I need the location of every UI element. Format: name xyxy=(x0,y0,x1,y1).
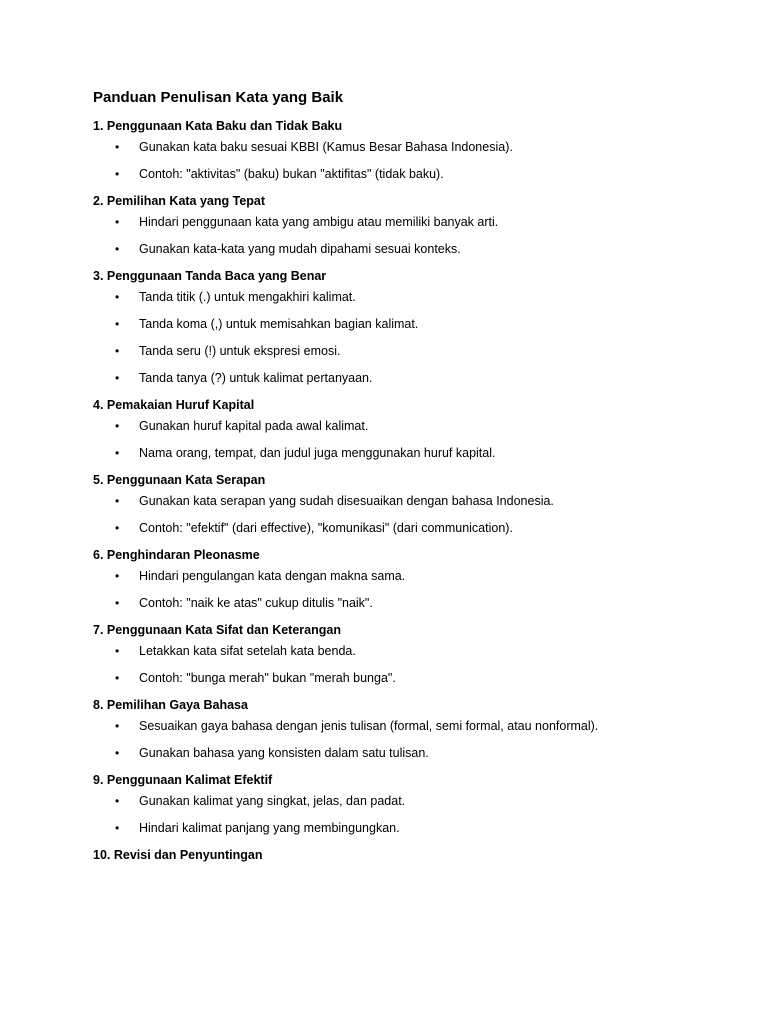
list-item xyxy=(93,214,708,231)
section-heading: 8. Pemilihan Gaya Bahasa xyxy=(93,698,248,712)
list-item xyxy=(93,241,708,258)
list-item-text: Nama orang, tempat, dan judul juga menggunakan huruf kapital. xyxy=(139,446,496,460)
bullet-icon: • xyxy=(115,140,120,154)
bullet-icon: • xyxy=(115,494,120,508)
section xyxy=(93,547,708,612)
bullet-list xyxy=(93,568,708,612)
bullet-icon: • xyxy=(115,746,120,760)
section xyxy=(93,268,708,387)
list-item-text: Gunakan kata-kata yang mudah dipahami sesuai konteks. xyxy=(139,242,461,256)
list-item xyxy=(93,595,708,612)
list-item-text: Gunakan bahasa yang konsisten dalam satu tulisan. xyxy=(139,746,429,760)
list-item xyxy=(93,568,708,585)
list-item-text: Tanda tanya (?) untuk kalimat pertanyaan. xyxy=(139,371,373,385)
list-item xyxy=(93,418,708,435)
bullet-list xyxy=(93,418,708,462)
list-item xyxy=(93,670,708,687)
list-item-text: Gunakan kata serapan yang sudah disesuaikan dengan bahasa Indonesia. xyxy=(139,494,554,508)
bullet-icon: • xyxy=(115,521,120,535)
bullet-icon: • xyxy=(115,446,120,460)
list-item xyxy=(93,166,708,183)
bullet-icon: • xyxy=(115,344,120,358)
section-heading: 1. Penggunaan Kata Baku dan Tidak Baku xyxy=(93,119,343,133)
list-item xyxy=(93,493,708,510)
list-item-text: Contoh: "efektif" (dari effective), "komunikasi" (dari communication). xyxy=(139,521,513,535)
section xyxy=(93,118,708,183)
document-title: Panduan Penulisan Kata yang Baik xyxy=(93,89,344,106)
list-item xyxy=(93,316,708,333)
list-item xyxy=(93,793,708,810)
section-heading: 9. Penggunaan Kalimat Efektif xyxy=(93,773,273,787)
list-item xyxy=(93,745,708,762)
bullet-icon: • xyxy=(115,317,120,331)
section-heading: 2. Pemilihan Kata yang Tepat xyxy=(93,194,266,208)
list-item-text: Contoh: "aktivitas" (baku) bukan "aktifitas" (tidak baku). xyxy=(139,167,444,181)
bullet-icon: • xyxy=(115,596,120,610)
section xyxy=(93,397,708,462)
list-item xyxy=(93,520,708,537)
bullet-list xyxy=(93,793,708,837)
list-item-text: Tanda titik (.) untuk mengakhiri kalimat. xyxy=(139,290,356,304)
list-item-text: Letakkan kata sifat setelah kata benda. xyxy=(139,644,356,658)
list-item-text: Hindari pengulangan kata dengan makna sama. xyxy=(139,569,406,583)
bullet-icon: • xyxy=(115,167,120,181)
list-item xyxy=(93,643,708,660)
section-heading: 3. Penggunaan Tanda Baca yang Benar xyxy=(93,269,327,283)
section-heading: 5. Penggunaan Kata Serapan xyxy=(93,473,266,487)
list-item-text: Contoh: "naik ke atas" cukup ditulis "naik". xyxy=(139,596,373,610)
list-item-text: Hindari kalimat panjang yang membingungkan. xyxy=(139,821,400,835)
section xyxy=(93,697,708,762)
list-item xyxy=(93,343,708,360)
bullet-icon: • xyxy=(115,821,120,835)
bullet-icon: • xyxy=(115,644,120,658)
list-item xyxy=(93,718,708,735)
section xyxy=(93,622,708,687)
bullet-icon: • xyxy=(115,371,120,385)
bullet-list xyxy=(93,643,708,687)
bullet-icon: • xyxy=(115,215,120,229)
section-heading: 6. Penghindaran Pleonasme xyxy=(93,548,260,562)
bullet-icon: • xyxy=(115,419,120,433)
section-list xyxy=(93,118,708,864)
bullet-icon: • xyxy=(115,671,120,685)
bullet-icon: • xyxy=(115,569,120,583)
section xyxy=(93,193,708,258)
list-item-text: Sesuaikan gaya bahasa dengan jenis tulisan (formal, semi formal, atau nonformal). xyxy=(139,719,599,733)
list-item-text: Gunakan kata baku sesuai KBBI (Kamus Besar Bahasa Indonesia). xyxy=(139,140,513,154)
section-heading: 7. Penggunaan Kata Sifat dan Keterangan xyxy=(93,623,341,637)
section xyxy=(93,772,708,837)
list-item xyxy=(93,289,708,306)
list-item-text: Contoh: "bunga merah" bukan "merah bunga". xyxy=(139,671,396,685)
bullet-icon: • xyxy=(115,719,120,733)
list-item xyxy=(93,370,708,387)
bullet-list xyxy=(93,493,708,537)
section-heading: 4. Pemakaian Huruf Kapital xyxy=(93,398,255,412)
bullet-list xyxy=(93,289,708,387)
section xyxy=(93,472,708,537)
bullet-icon: • xyxy=(115,794,120,808)
list-item xyxy=(93,820,708,837)
section-heading: 10. Revisi dan Penyuntingan xyxy=(93,848,263,862)
list-item-text: Tanda seru (!) untuk ekspresi emosi. xyxy=(139,344,341,358)
bullet-list xyxy=(93,718,708,762)
list-item xyxy=(93,139,708,156)
list-item-text: Gunakan huruf kapital pada awal kalimat. xyxy=(139,419,369,433)
list-item-text: Hindari penggunaan kata yang ambigu atau memiliki banyak arti. xyxy=(139,215,499,229)
bullet-list xyxy=(93,139,708,183)
bullet-list xyxy=(93,214,708,258)
bullet-icon: • xyxy=(115,242,120,256)
section xyxy=(93,847,708,864)
list-item-text: Tanda koma (,) untuk memisahkan bagian kalimat. xyxy=(139,317,419,331)
bullet-icon: • xyxy=(115,290,120,304)
list-item-text: Gunakan kalimat yang singkat, jelas, dan padat. xyxy=(139,794,406,808)
list-item xyxy=(93,445,708,462)
